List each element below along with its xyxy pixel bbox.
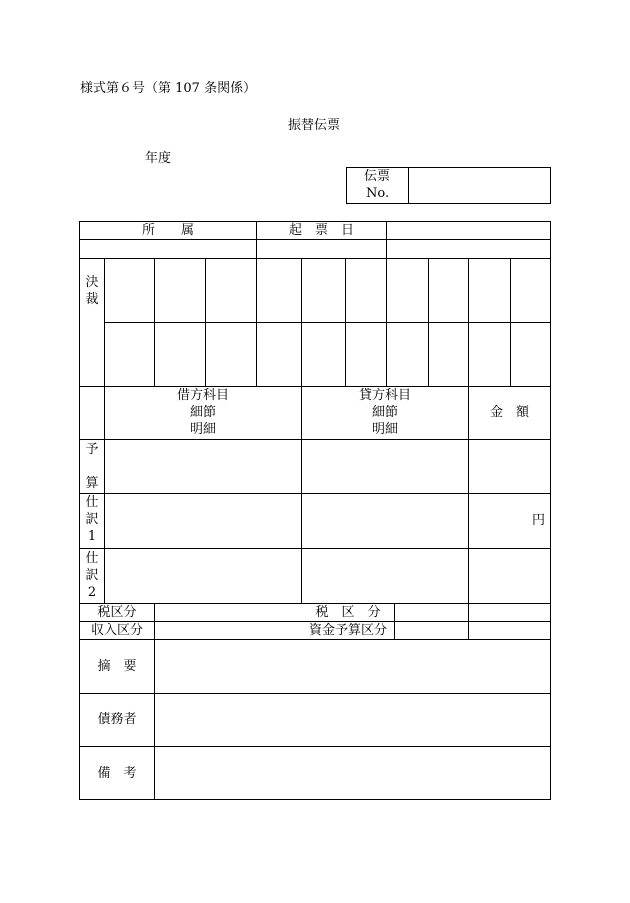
debtor-field[interactable] (155, 694, 550, 746)
approval-label: 決 裁 (85, 275, 99, 307)
credit-subsection-line: 細節 (371, 405, 398, 420)
tax-class-label-2: 税 区 分 (315, 605, 381, 620)
summary-label: 摘 要 (97, 659, 137, 674)
remarks-label: 備 考 (97, 766, 137, 781)
debit-account-line: 借方科目 (176, 388, 229, 403)
affiliation-field[interactable] (80, 240, 256, 258)
amount-label: 金 額 (489, 405, 529, 420)
debit-account-label (105, 387, 301, 438)
credit-detail-line: 明細 (371, 422, 398, 437)
slip-label: 伝票 (364, 169, 391, 184)
yen-unit: 円 (532, 513, 546, 528)
fiscal-year-label: 年度 (145, 151, 172, 166)
issue-date-label: 起 票 日 (288, 223, 354, 238)
form-title: 振替伝票 (288, 118, 341, 133)
credit-account-line: 貸方科目 (358, 388, 411, 403)
affiliation-label: 所 属 (141, 223, 194, 238)
slip-no-label: No. (366, 186, 390, 201)
budget-label: 予 算 (85, 442, 99, 491)
journal2-label: 仕 訳 2 (85, 551, 99, 600)
debit-detail-line: 明細 (189, 422, 216, 437)
issue-date-field[interactable] (257, 240, 386, 258)
form-number: 様式第６号（第 107 条関係） (80, 81, 257, 96)
summary-field[interactable] (155, 640, 550, 693)
remarks-field[interactable] (155, 747, 550, 799)
fund-budget-class-label: 資金予算区分 (308, 623, 387, 638)
income-class-label: 収入区分 (90, 623, 143, 638)
journal1-label: 仕 訳 1 (85, 495, 99, 544)
credit-account-label (302, 387, 468, 438)
slip-number-field[interactable] (409, 168, 550, 203)
debit-subsection-line: 細節 (189, 405, 216, 420)
debtor-label: 債務者 (97, 712, 137, 727)
tax-class-label: 税区分 (97, 605, 137, 620)
